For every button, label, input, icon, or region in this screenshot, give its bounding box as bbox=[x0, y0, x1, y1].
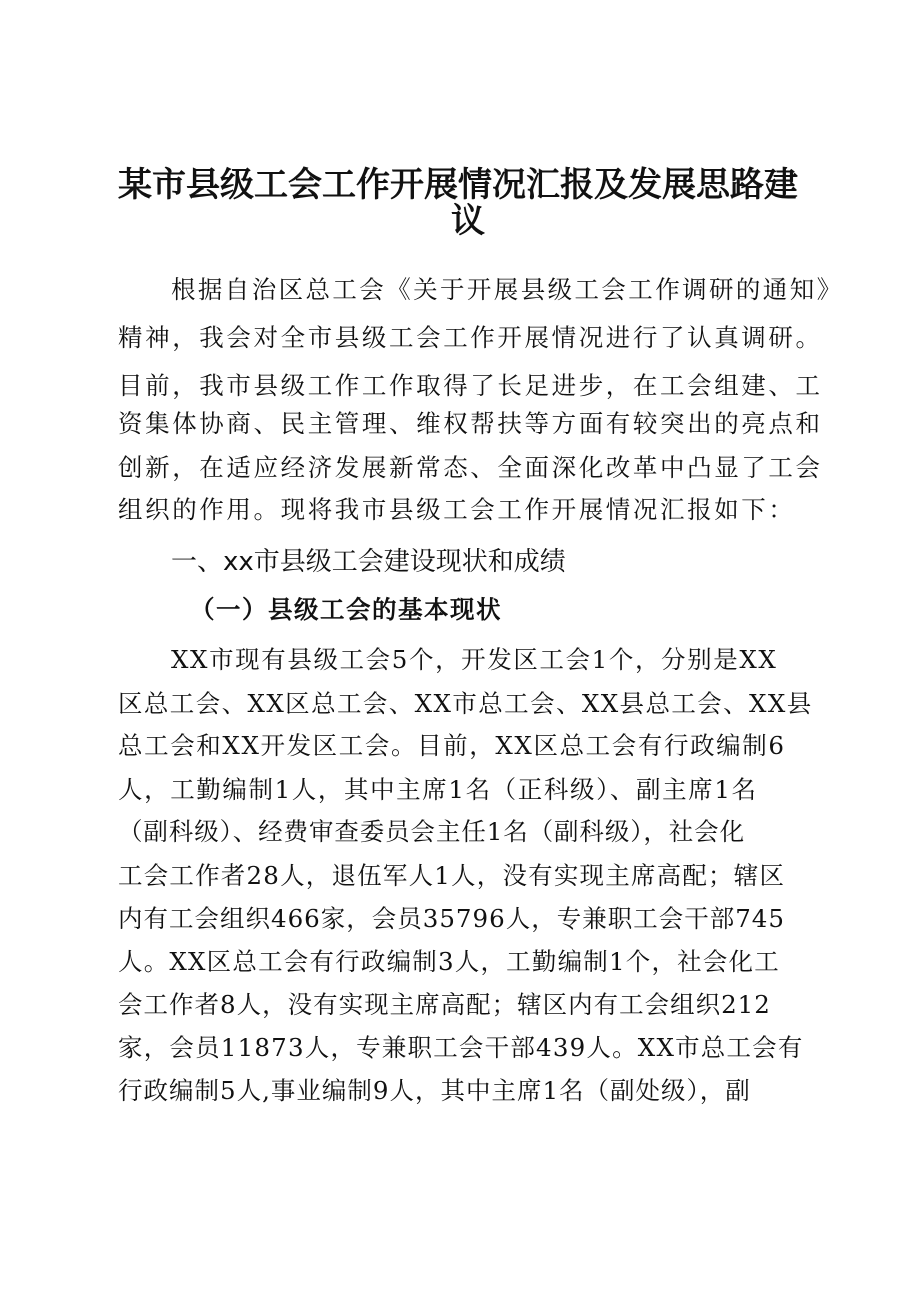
subsection-heading-1: （一）县级工会的基本现状 bbox=[190, 595, 502, 624]
body-line-10: 家，会员11873人，专兼职工会干部439人。XX市总工会有 bbox=[118, 1033, 804, 1062]
body-line-9: 会工作者8人，没有实现主席高配；辖区内有工会组织212 bbox=[118, 990, 771, 1019]
body-line-7: 内有工会组织466家，会员35796人，专兼职工会干部745 bbox=[118, 904, 785, 933]
body-line-11: 行政编制5人,事业编制9人，其中主席1名（副处级），副 bbox=[118, 1076, 751, 1105]
body-line-4: 人，工勤编制1人，其中主席1名（正科级）、副主席1名 bbox=[118, 775, 758, 804]
body-line-1: XX市现有县级工会5个，开发区工会1个，分别是XX bbox=[171, 645, 778, 674]
document-title-line1: 某市县级工会工作开展情况汇报及发展思路建 bbox=[118, 165, 798, 205]
intro-line-1: 根据自治区总工会《关于开展县级工会工作调研的通知》 bbox=[171, 275, 844, 304]
intro-line-4: 资集体协商、民主管理、维权帮扶等方面有较突出的亮点和 bbox=[118, 409, 823, 438]
document-title-line2: 议 bbox=[451, 201, 485, 241]
body-line-5: （副科级）、经费审查委员会主任1名（副科级），社会化 bbox=[118, 817, 745, 846]
section-heading-1: 一、xx市县级工会建设现状和成绩 bbox=[171, 547, 566, 577]
body-line-2: 区总工会、XX区总工会、XX市总工会、XX县总工会、XX县 bbox=[118, 689, 813, 718]
body-line-8: 人。XX区总工会有行政编制3人，工勤编制1个，社会化工 bbox=[118, 947, 780, 976]
intro-line-2: 精神，我会对全市县级工会工作开展情况进行了认真调研。 bbox=[118, 323, 823, 352]
body-line-6: 工会工作者28人，退伍军人1人，没有实现主席高配；辖区 bbox=[118, 861, 786, 890]
intro-line-5: 创新，在适应经济发展新常态、全面深化改革中凸显了工会 bbox=[118, 453, 823, 482]
intro-line-6: 组织的作用。现将我市县级工会工作开展情况汇报如下： bbox=[118, 495, 796, 524]
intro-line-3: 目前，我市县级工作工作取得了长足进步，在工会组建、工 bbox=[118, 371, 823, 400]
body-line-3: 总工会和XX开发区工会。目前，XX区总工会有行政编制6 bbox=[118, 731, 786, 760]
